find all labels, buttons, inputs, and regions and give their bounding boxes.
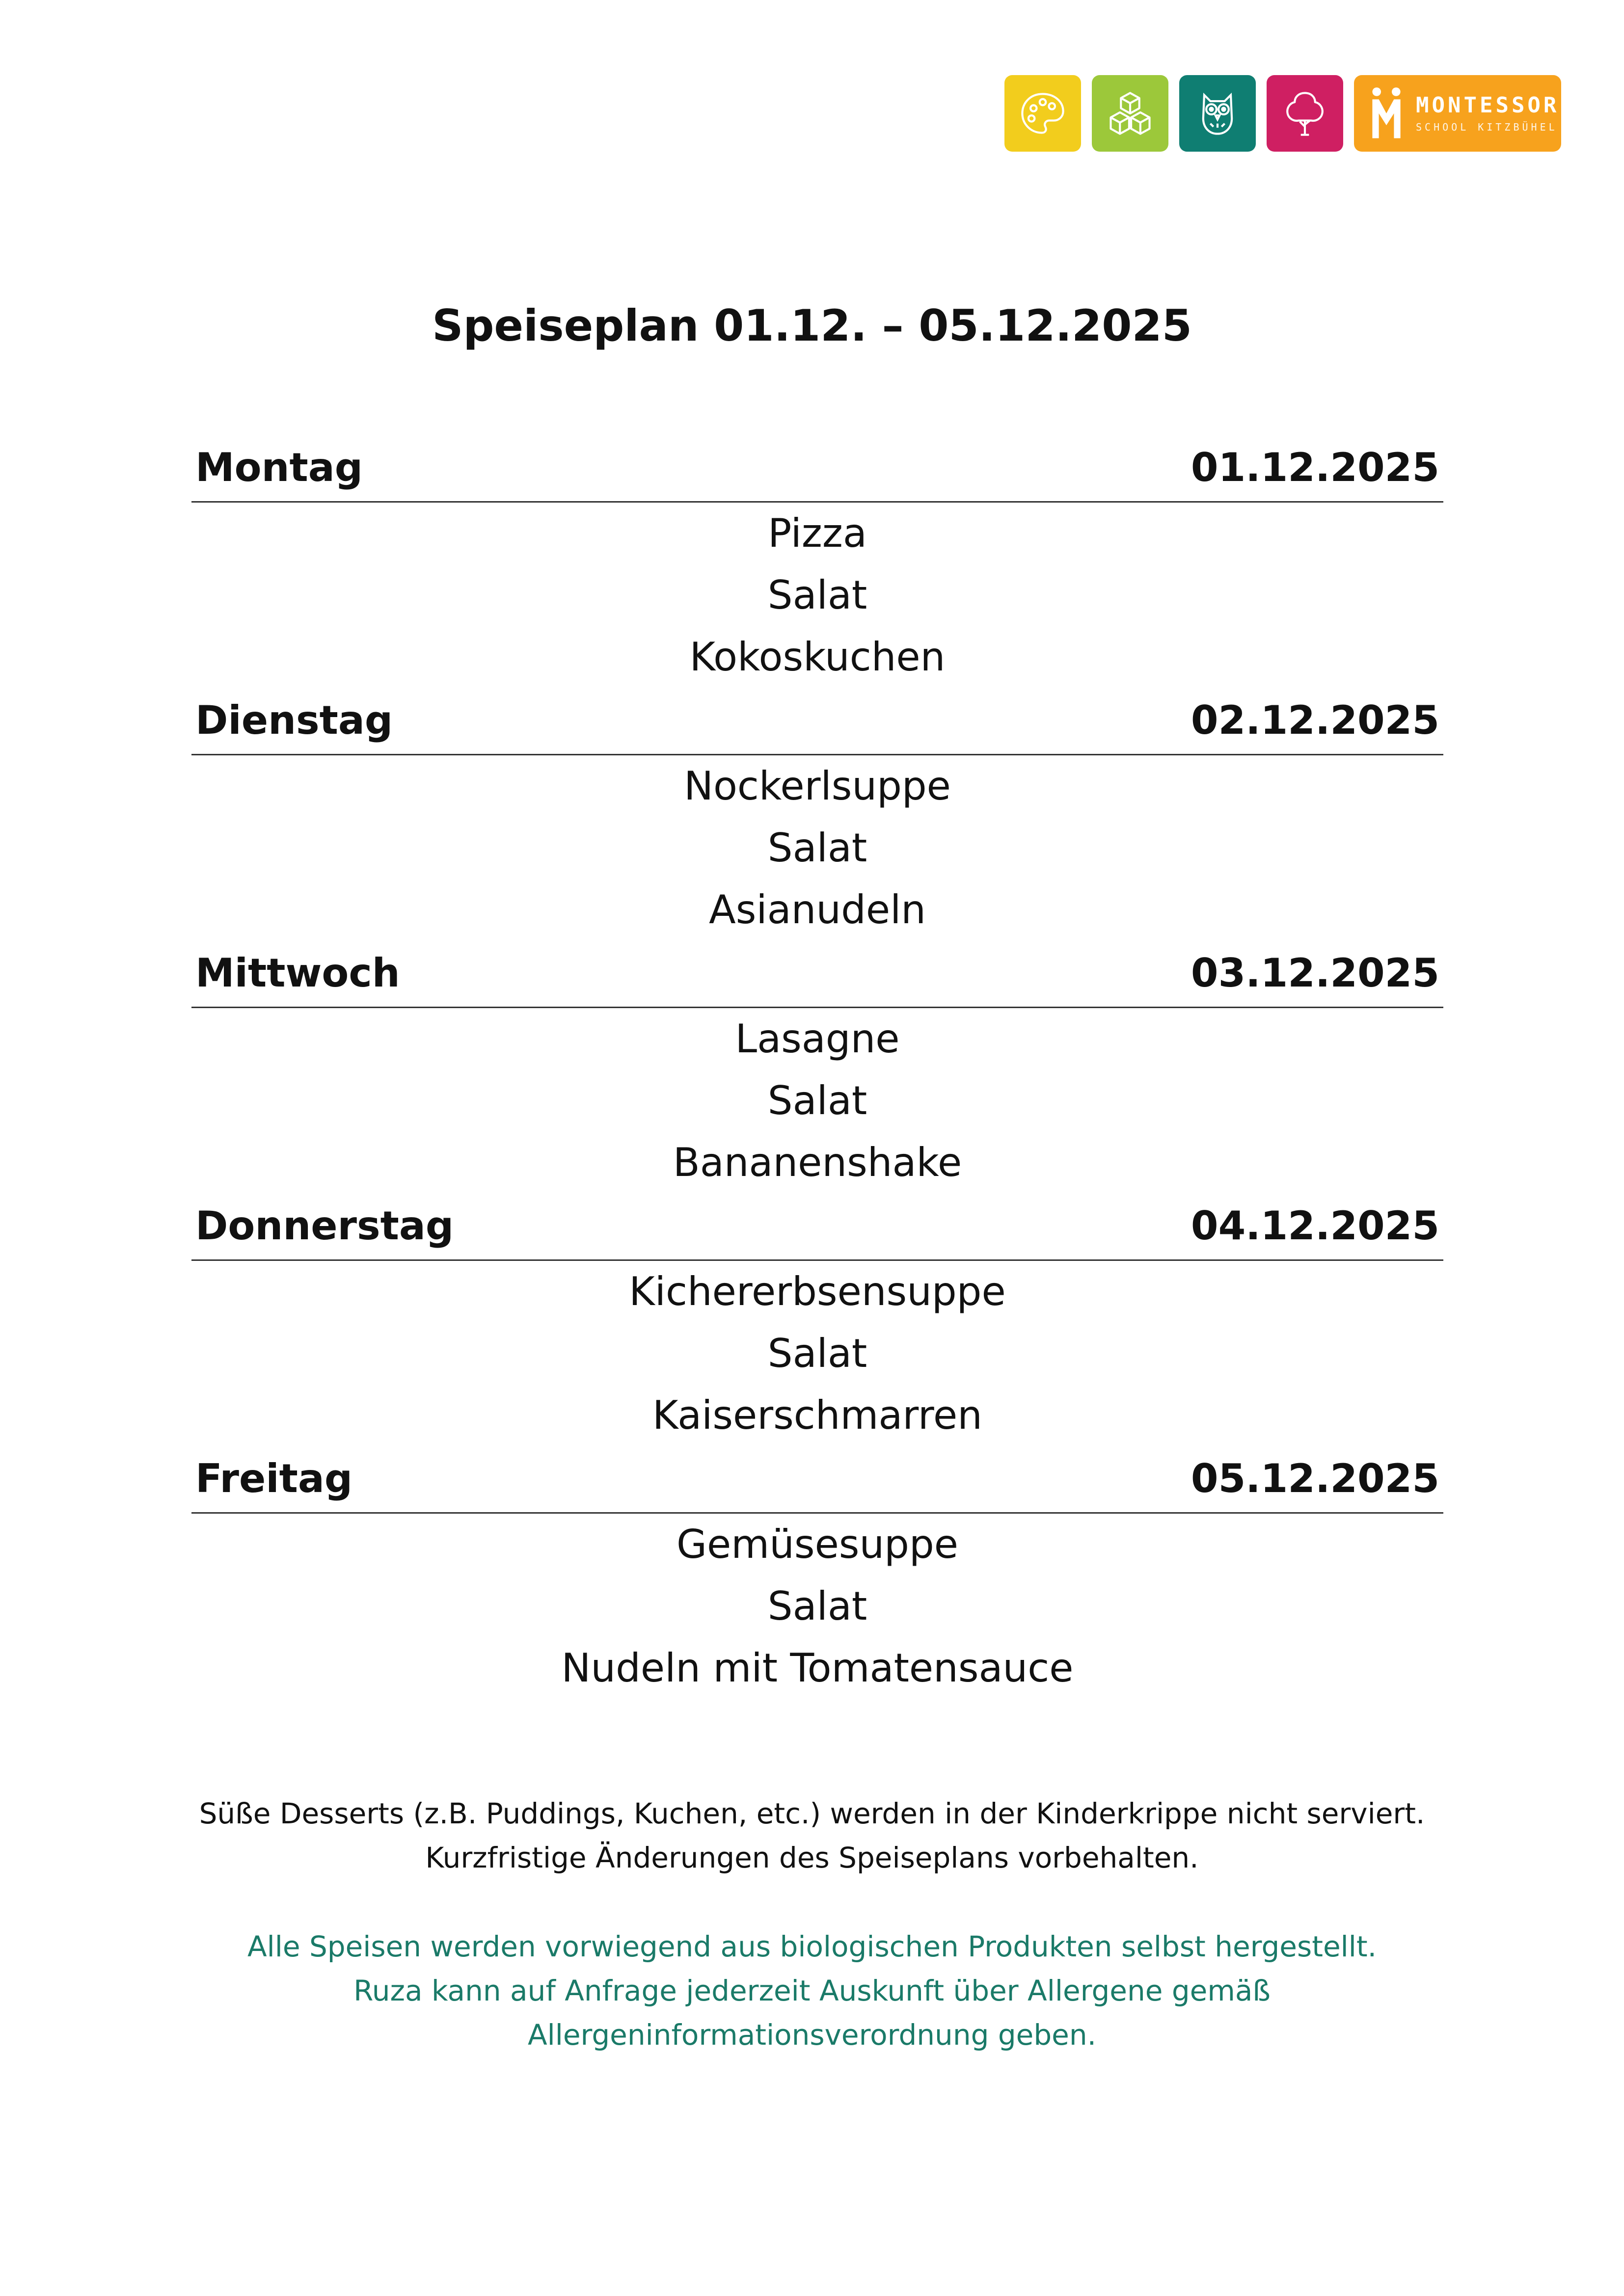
dish-item: Lasagne <box>735 1016 900 1062</box>
dish-item: Nockerlsuppe <box>684 763 951 809</box>
dish-item: Kichererbsensuppe <box>629 1269 1006 1314</box>
brand-name: MONTESSORI <box>1416 93 1575 118</box>
dessert-note: Süße Desserts (z.B. Puddings, Kuchen, etc.) werden in der Kinderkrippe nicht serviert. <box>199 1797 1425 1830</box>
logo-tile-cubes <box>1092 75 1168 152</box>
dish-item: Salat <box>767 825 867 871</box>
cubes-icon <box>1105 88 1156 139</box>
brand-subtitle: SCHOOL KITZBÜHEL <box>1416 121 1558 133</box>
montessori-figure-icon <box>1369 86 1404 140</box>
day-header <box>191 941 1443 1008</box>
bio-note-line-1: Alle Speisen werden vorwiegend aus biologischen Produkten selbst hergestellt. <box>247 1930 1377 1963</box>
dish-item: Gemüsesuppe <box>677 1522 958 1567</box>
dish-item: Salat <box>767 1078 867 1123</box>
day-date: 01.12.2025 <box>1191 445 1439 490</box>
day-name: Dienstag <box>195 697 393 743</box>
day-friday <box>191 1447 1443 1700</box>
day-header <box>191 689 1443 755</box>
logo-tile-palette <box>1004 75 1081 152</box>
palette-icon <box>1017 88 1068 139</box>
day-date: 02.12.2025 <box>1191 697 1439 743</box>
owl-icon <box>1192 88 1243 139</box>
day-date: 04.12.2025 <box>1191 1203 1439 1249</box>
menu-list <box>191 436 1443 1700</box>
day-name: Montag <box>195 445 363 490</box>
dish-item: Salat <box>767 572 867 618</box>
changes-note: Kurzfristige Änderungen des Speiseplans vorbehalten. <box>425 1841 1199 1874</box>
montessori-brand <box>1354 75 1575 152</box>
dish-item: Nudeln mit Tomatensauce <box>561 1645 1074 1691</box>
brand-text <box>1416 95 1575 132</box>
day-date: 05.12.2025 <box>1191 1456 1439 1501</box>
tree-icon <box>1279 88 1330 139</box>
dish-item: Salat <box>767 1583 867 1629</box>
day-header <box>191 1194 1443 1261</box>
page-title: Speiseplan 01.12. – 05.12.2025 <box>432 300 1192 351</box>
logo-tile-tree <box>1267 75 1343 152</box>
dish-item: Kaiserschmarren <box>652 1392 982 1438</box>
day-tuesday <box>191 689 1443 941</box>
day-name: Donnerstag <box>195 1203 454 1249</box>
dish-item: Bananenshake <box>673 1140 962 1185</box>
day-thursday <box>191 1194 1443 1447</box>
school-logo <box>1004 75 1575 152</box>
dish-item: Pizza <box>768 510 867 556</box>
day-name: Mittwoch <box>195 950 400 996</box>
bio-note-line-2: Ruza kann auf Anfrage jederzeit Auskunft über Allergene gemäß <box>353 1974 1271 2007</box>
dish-item: Kokoskuchen <box>689 634 946 680</box>
day-header <box>191 1447 1443 1514</box>
day-name: Freitag <box>195 1456 353 1501</box>
logo-tile-owl <box>1179 75 1256 152</box>
day-header <box>191 436 1443 503</box>
day-date: 03.12.2025 <box>1191 950 1439 996</box>
dish-item: Asianudeln <box>709 887 926 933</box>
day-monday <box>191 436 1443 689</box>
dish-item: Salat <box>767 1331 867 1376</box>
day-wednesday <box>191 941 1443 1194</box>
bio-note-line-3: Allergeninformationsverordnung geben. <box>527 2018 1097 2052</box>
